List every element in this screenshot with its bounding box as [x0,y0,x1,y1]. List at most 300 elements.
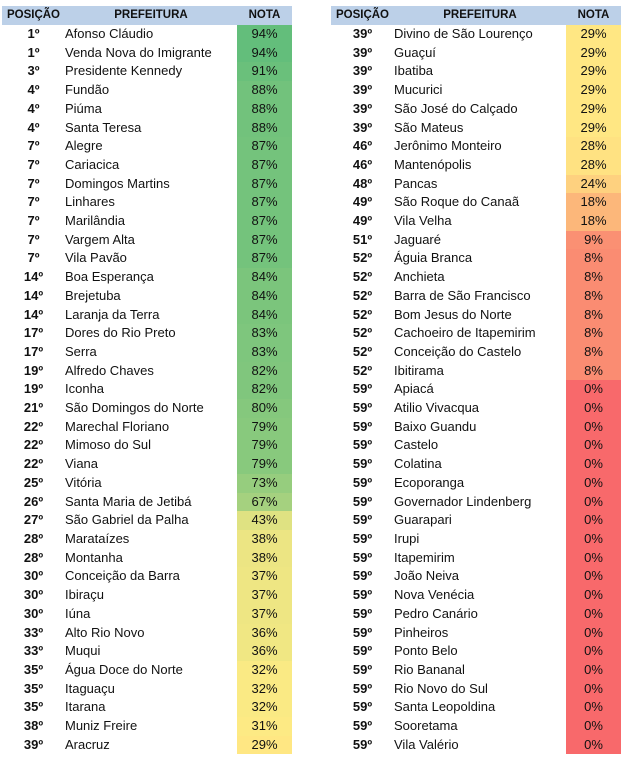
row-prefecture: Marataízes [65,530,130,546]
row-position: 59º [352,736,373,752]
table-row [331,530,621,549]
row-score: 94% [237,25,292,44]
row-prefecture: Iúna [65,605,91,621]
row-prefecture: Laranja da Terra [65,306,160,322]
row-score: 87% [237,137,292,156]
row-prefecture: Pinheiros [394,624,449,640]
row-prefecture: Iconha [65,381,105,397]
row-score: 0% [566,455,621,474]
table-row [331,212,621,231]
row-score: 29% [237,736,292,755]
row-position: 59º [352,587,373,603]
row-position: 7º [27,156,40,172]
row-prefecture: Afonso Cláudio [65,26,154,41]
row-score: 29% [566,25,621,44]
row-score: 28% [566,137,621,156]
table-row [331,698,621,717]
row-prefecture: Guaçuí [394,44,436,60]
table-row [331,193,621,212]
table-row [2,249,292,268]
row-prefecture: Ibatiba [394,63,434,79]
row-position: 59º [352,605,373,621]
row-prefecture: Piúma [65,100,102,116]
table-row [331,287,621,306]
table-row [331,62,621,81]
table-row [2,268,292,287]
row-position: 33º [23,624,44,640]
row-prefecture: Rio Novo do Sul [394,680,488,696]
row-position: 59º [352,661,373,677]
row-score: 88% [237,119,292,138]
row-prefecture: Cachoeiro de Itapemirim [394,325,536,341]
row-position: 52º [352,250,373,266]
row-prefecture: Castelo [394,437,439,453]
row-score: 9% [566,231,621,250]
row-prefecture: Vila Pavão [65,250,127,266]
row-prefecture: Jerônimo Monteiro [394,138,502,154]
row-prefecture: Fundão [65,82,110,98]
row-score: 37% [237,586,292,605]
row-prefecture: Ibitirama [394,362,444,378]
row-score: 91% [237,62,292,81]
row-score: 87% [237,212,292,231]
header-score: NOTA [566,6,621,25]
header-score: NOTA [237,6,292,25]
row-score: 0% [566,680,621,699]
row-score: 8% [566,268,621,287]
row-position: 38º [23,718,44,734]
header-position: POSIÇÃO [2,6,65,25]
row-position: 59º [352,549,373,565]
row-position: 35º [23,661,44,677]
row-score: 0% [566,624,621,643]
row-score: 0% [566,436,621,455]
row-score: 18% [566,212,621,231]
table-row [2,549,292,568]
header-row [331,6,621,25]
row-prefecture: Água Doce do Norte [65,661,183,677]
row-position: 35º [23,680,44,696]
row-prefecture: Mantenópolis [394,156,472,172]
table-row [331,605,621,624]
row-score: 37% [237,605,292,624]
row-score: 32% [237,661,292,680]
table-row [331,511,621,530]
row-prefecture: Alto Rio Novo [65,624,145,640]
row-position: 21º [23,400,44,416]
row-prefecture: Domingos Martins [65,175,170,191]
row-score: 38% [237,530,292,549]
table-row [2,380,292,399]
row-position: 59º [352,437,373,453]
table-row [2,81,292,100]
row-position: 30º [23,605,44,621]
table-row [331,418,621,437]
header-prefecture: PREFEITURA [65,6,237,25]
row-prefecture: Alfredo Chaves [65,362,154,378]
row-position: 4º [27,100,40,116]
table-row [2,44,292,63]
row-score: 87% [237,249,292,268]
row-prefecture: Ibiraçu [65,587,105,603]
row-score: 0% [566,380,621,399]
table-row [2,511,292,530]
row-position: 14º [23,269,44,285]
row-position: 7º [27,250,40,266]
row-position: 59º [352,381,373,397]
row-position: 59º [352,456,373,472]
row-score: 0% [566,698,621,717]
row-prefecture: Sooretama [394,718,458,734]
row-position: 52º [352,362,373,378]
row-position: 59º [352,530,373,546]
row-position: 39º [352,26,373,41]
row-prefecture: Guarapari [394,512,452,528]
table-row [331,680,621,699]
row-score: 79% [237,418,292,437]
row-score: 36% [237,624,292,643]
row-prefecture: Governador Lindenberg [394,493,532,509]
table-row [331,343,621,362]
row-position: 25º [23,474,44,490]
row-score: 29% [566,81,621,100]
row-position: 52º [352,287,373,303]
row-score: 82% [237,380,292,399]
row-position: 49º [352,213,373,229]
row-score: 88% [237,81,292,100]
row-prefecture: Conceição da Barra [65,568,180,584]
row-score: 0% [566,530,621,549]
row-position: 28º [23,530,44,546]
row-prefecture: Bom Jesus do Norte [394,306,512,322]
table-row [331,642,621,661]
table-row [2,698,292,717]
table-row [331,231,621,250]
table-row [2,119,292,138]
row-score: 8% [566,362,621,381]
row-prefecture: Apiacá [394,381,434,397]
row-score: 87% [237,156,292,175]
table-row [331,137,621,156]
row-score: 18% [566,193,621,212]
row-prefecture: Muqui [65,643,101,659]
row-prefecture: Cariacica [65,156,120,172]
table-row [331,455,621,474]
table-row [2,193,292,212]
row-position: 59º [352,699,373,715]
row-score: 0% [566,717,621,736]
row-position: 46º [352,156,373,172]
table-row [331,549,621,568]
row-score: 0% [566,661,621,680]
table-row [2,586,292,605]
row-position: 39º [23,736,44,752]
row-prefecture: Vitória [65,474,102,490]
row-score: 87% [237,175,292,194]
row-prefecture: Serra [65,343,97,359]
row-score: 29% [566,119,621,138]
row-score: 84% [237,287,292,306]
row-score: 80% [237,399,292,418]
row-prefecture: Mimoso do Sul [65,437,151,453]
row-score: 84% [237,268,292,287]
table-row [2,231,292,250]
row-position: 59º [352,512,373,528]
row-score: 8% [566,306,621,325]
row-score: 0% [566,642,621,661]
row-position: 52º [352,343,373,359]
row-position: 1º [27,44,40,60]
table-row [2,25,292,44]
table-row [2,343,292,362]
row-score: 8% [566,324,621,343]
row-score: 67% [237,493,292,512]
row-position: 59º [352,718,373,734]
row-score: 82% [237,362,292,381]
table-row [2,642,292,661]
row-score: 79% [237,436,292,455]
row-score: 38% [237,549,292,568]
row-score: 0% [566,493,621,512]
table-row [2,362,292,381]
table-row [331,44,621,63]
row-position: 22º [23,456,44,472]
row-position: 59º [352,643,373,659]
row-score: 8% [566,287,621,306]
row-position: 35º [23,699,44,715]
table-row [2,624,292,643]
table-body-right [331,25,621,754]
row-prefecture: Itarana [65,699,106,715]
row-prefecture: São José do Calçado [394,100,518,116]
table-row [2,474,292,493]
table-row [2,62,292,81]
row-score: 32% [237,698,292,717]
row-score: 29% [566,100,621,119]
table-row [331,25,621,44]
table-row [2,399,292,418]
table-row [331,81,621,100]
row-prefecture: Itapemirim [394,549,455,565]
row-score: 0% [566,418,621,437]
row-position: 19º [23,381,44,397]
table-row [331,119,621,138]
table-row [2,212,292,231]
table-row [2,175,292,194]
row-prefecture: Santa Leopoldina [394,699,496,715]
header-row [2,6,292,25]
row-position: 46º [352,138,373,154]
table-row [331,567,621,586]
row-position: 17º [23,343,44,359]
row-score: 87% [237,231,292,250]
row-position: 59º [352,680,373,696]
table-row [2,605,292,624]
table-row [331,380,621,399]
row-prefecture: Vila Velha [394,213,452,229]
row-prefecture: São Mateus [394,119,464,135]
row-prefecture: Ponto Belo [394,643,458,659]
table-row [331,493,621,512]
row-score: 94% [237,44,292,63]
table-row [2,137,292,156]
table-row [2,455,292,474]
row-score: 28% [566,156,621,175]
table-row [2,287,292,306]
row-position: 52º [352,325,373,341]
ranking-table-right [331,6,621,754]
table-row [331,736,621,755]
row-prefecture: Itaguaçu [65,680,115,696]
row-score: 88% [237,100,292,119]
row-prefecture: Mucurici [394,82,443,98]
table-row [331,100,621,119]
row-score: 0% [566,586,621,605]
row-position: 7º [27,138,40,154]
row-position: 51º [352,231,373,247]
row-position: 39º [352,100,373,116]
row-prefecture: Brejetuba [65,287,121,303]
row-prefecture: Presidente Kennedy [65,63,183,79]
row-prefecture: João Neiva [394,568,460,584]
row-prefecture: Montanha [65,549,123,565]
row-position: 3º [27,63,40,79]
row-position: 7º [27,213,40,229]
row-score: 0% [566,736,621,755]
row-position: 39º [352,44,373,60]
row-prefecture: Pedro Canário [394,605,478,621]
table-row [2,661,292,680]
row-prefecture: Aracruz [65,736,110,752]
row-score: 87% [237,193,292,212]
row-position: 59º [352,474,373,490]
row-position: 59º [352,400,373,416]
row-position: 33º [23,643,44,659]
table-row [331,249,621,268]
row-prefecture: Irupi [394,530,420,546]
row-score: 73% [237,474,292,493]
row-position: 52º [352,269,373,285]
row-prefecture: Barra de São Francisco [394,287,531,303]
row-position: 1º [27,26,40,41]
table-row [331,156,621,175]
row-position: 52º [352,306,373,322]
table-row [2,100,292,119]
row-prefecture: Pancas [394,175,438,191]
row-prefecture: Marilândia [65,213,125,229]
row-prefecture: Ecoporanga [394,474,465,490]
row-score: 8% [566,343,621,362]
row-prefecture: Conceição do Castelo [394,343,522,359]
row-prefecture: Linhares [65,194,115,210]
row-prefecture: Viana [65,456,99,472]
row-score: 83% [237,324,292,343]
row-score: 36% [237,642,292,661]
row-position: 48º [352,175,373,191]
table-row [331,474,621,493]
table-row [2,418,292,437]
row-score: 43% [237,511,292,530]
row-position: 26º [23,493,44,509]
table-row [331,306,621,325]
table-row [2,530,292,549]
row-score: 24% [566,175,621,194]
row-position: 30º [23,587,44,603]
row-position: 22º [23,418,44,434]
table-row [331,624,621,643]
table-row [331,586,621,605]
table-row [331,436,621,455]
row-score: 0% [566,511,621,530]
table-row [331,324,621,343]
row-prefecture: Rio Bananal [394,661,465,677]
row-score: 0% [566,474,621,493]
row-score: 0% [566,605,621,624]
table-row [331,268,621,287]
row-score: 83% [237,343,292,362]
row-score: 0% [566,567,621,586]
row-prefecture: Nova Venécia [394,587,475,603]
row-score: 0% [566,549,621,568]
row-prefecture: São Domingos do Norte [65,400,204,416]
row-position: 4º [27,82,40,98]
row-prefecture: Jaguaré [394,231,441,247]
table-row [2,717,292,736]
table-row [2,736,292,755]
row-score: 0% [566,399,621,418]
row-position: 59º [352,568,373,584]
row-prefecture: Atilio Vivacqua [394,400,480,416]
row-position: 19º [23,362,44,378]
row-position: 30º [23,568,44,584]
row-position: 7º [27,194,40,210]
row-prefecture: Muniz Freire [65,718,138,734]
table-row [2,324,292,343]
row-position: 59º [352,418,373,434]
table-row [331,717,621,736]
row-position: 28º [23,549,44,565]
ranking-table-left [2,6,292,754]
row-prefecture: Marechal Floriano [65,418,170,434]
row-score: 29% [566,62,621,81]
row-prefecture: Baixo Guandu [394,418,477,434]
table-row [331,362,621,381]
row-score: 31% [237,717,292,736]
row-position: 14º [23,287,44,303]
row-position: 27º [23,512,44,528]
row-prefecture: Dores do Rio Preto [65,325,176,341]
row-position: 7º [27,175,40,191]
table-row [2,493,292,512]
header-prefecture: PREFEITURA [394,6,566,25]
row-prefecture: Santa Teresa [65,119,142,135]
row-prefecture: Boa Esperança [65,269,154,285]
row-position: 4º [27,119,40,135]
row-position: 59º [352,493,373,509]
row-prefecture: Alegre [65,138,103,154]
row-prefecture: Colatina [394,456,442,472]
table-row [2,306,292,325]
header-position: POSIÇÃO [331,6,394,25]
row-score: 8% [566,249,621,268]
row-score: 37% [237,567,292,586]
row-position: 22º [23,437,44,453]
row-score: 29% [566,44,621,63]
row-prefecture: Vila Valério [394,736,459,752]
row-score: 79% [237,455,292,474]
table-row [331,175,621,194]
table-row [2,567,292,586]
